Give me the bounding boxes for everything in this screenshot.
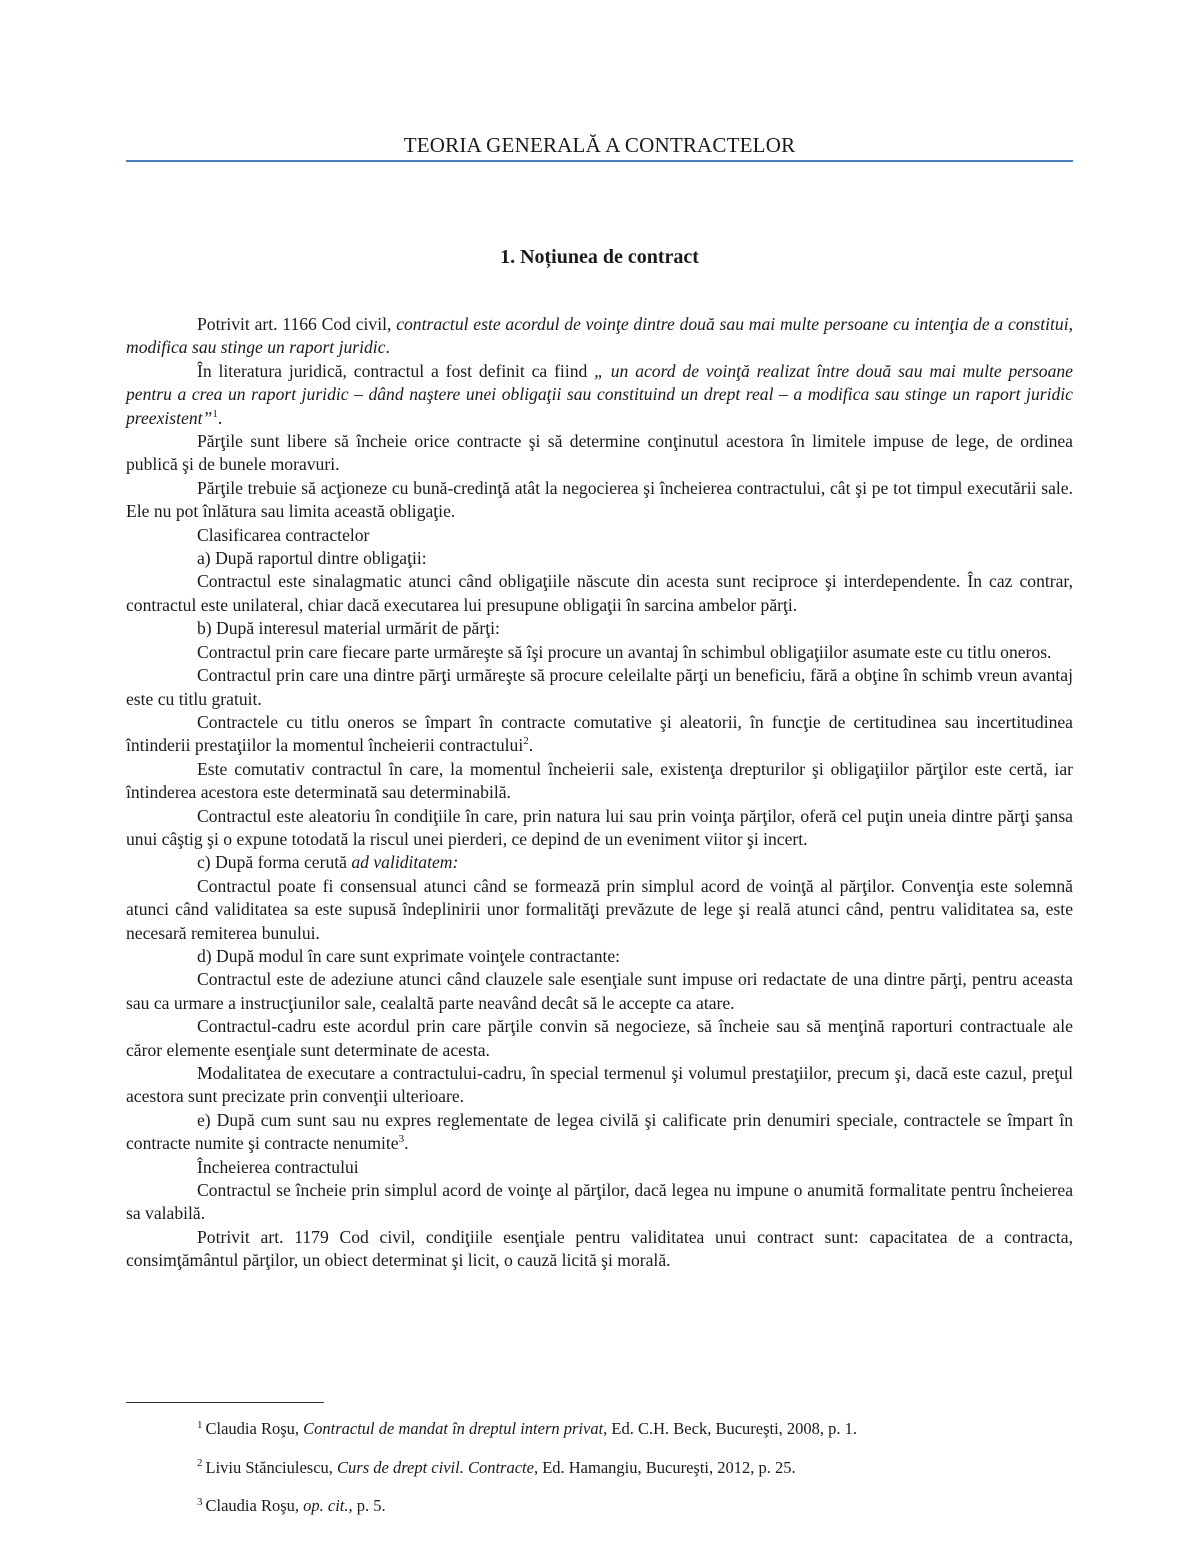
text-run: e) După cum sunt sau nu expres reglementate de legea civilă şi calificate prin denumiri speciale, contractele se împart în contracte numite şi contracte nenumite	[126, 1109, 1073, 1154]
italic-text: op. cit.,	[303, 1496, 353, 1515]
paragraph	[126, 1226, 1073, 1273]
footnote-number: 1	[197, 1418, 203, 1431]
paragraph	[126, 313, 1073, 360]
text-run: c) După forma cerută	[197, 852, 352, 873]
paragraph	[126, 805, 1073, 852]
text-run: , Ed. Hamangiu, Bucureşti, 2012, p. 25.	[533, 1457, 796, 1477]
text-run: .	[385, 337, 390, 358]
footnote	[126, 1457, 1073, 1479]
italic-text: „ un acord de voinţă realizat între două sau mai multe persoane pentru a crea un raport juridic – dând naştere unei obligaţii sau constituind un drept real – a modifica sau stinge un raport juridic preexistent”	[126, 360, 1073, 428]
text-run: Contractul se încheie prin simplul acord de voinţe al părţilor, dacă legea nu impune o anumită formalitate pentru încheierea sa valabilă.	[126, 1180, 1073, 1224]
text-run: Contractul prin care fiecare parte urmăreşte să îşi procure un avantaj în schimbul obligaţiilor asumate este cu titlu oneros.	[197, 641, 1052, 662]
paragraph	[126, 547, 1073, 570]
text-run: Claudia Roşu,	[205, 1496, 304, 1515]
paragraph	[126, 617, 1073, 640]
footnote-number: 3	[197, 1495, 203, 1508]
text-run: Modalitatea de executare a contractului-cadru, în special termenul şi volumul prestaţiilor, precum şi, dacă este cazul, preţul acestora sunt precizate prin convenţii ulterioare.	[126, 1063, 1073, 1107]
paragraph	[126, 524, 1073, 547]
paragraph	[126, 1156, 1073, 1179]
text-run: d) După modul în care sunt exprimate voinţele contractante:	[197, 945, 621, 966]
text-run: .	[404, 1133, 409, 1154]
paragraph	[126, 664, 1073, 711]
italic-text: contractul este acordul de voinţe dintre două sau mai multe persoane cu intenţia de a constitui, modifica sau stinge un raport juridic	[126, 314, 1073, 358]
footnote	[126, 1418, 1073, 1440]
paragraph	[126, 641, 1073, 664]
footnote-reference: 1	[212, 407, 218, 420]
text-run: .	[217, 407, 223, 428]
section-heading: 1. Noțiunea de contract	[500, 246, 699, 268]
paragraph	[126, 360, 1073, 430]
footnote	[126, 1495, 1073, 1517]
text-run: Părţile trebuie să acţioneze cu bună-credinţă atât la negocierea şi încheierea contractului, cât şi pe tot timpul executării sale. Ele nu pot înlătura sau limita această obligaţie.	[126, 477, 1073, 522]
paragraph	[126, 570, 1073, 617]
text-run: a) După raportul dintre obligaţii:	[197, 548, 427, 569]
paragraph	[126, 851, 1073, 874]
text-run: Potrivit art. 1166 Cod civil,	[197, 314, 397, 334]
italic-text: Contractul de mandat în dreptul intern privat	[303, 1419, 604, 1438]
paragraph	[126, 968, 1073, 1015]
text-run: b) După interesul material urmărit de părţi:	[197, 618, 500, 639]
text-run: Liviu Stănciulescu,	[205, 1457, 338, 1477]
paragraph	[126, 875, 1073, 945]
document-title: TEORIA GENERALĂ A CONTRACTELOR	[403, 133, 796, 157]
italic-text: ad validitatem:	[351, 852, 459, 873]
text-run: Clasificarea contractelor	[197, 524, 370, 545]
footnote-separator	[126, 1402, 324, 1403]
text-run: Părţile sunt libere să încheie orice contracte şi să determine conţinutul acestora în limitele impuse de lege, de ordinea publică şi de bunele moravuri.	[126, 431, 1073, 475]
title-underline	[126, 160, 1073, 162]
footnote-number: 2	[197, 1457, 203, 1469]
paragraph	[126, 430, 1073, 477]
text-run: Contractele cu titlu oneros se împart în contracte comutative şi aleatorii, în funcţie de certitudinea sau incertitudinea întinderii prestaţiilor la momentul încheierii contractului	[126, 711, 1073, 756]
text-run: Contractul poate fi consensual atunci când se formează prin simplul acord de voinţă al părţilor. Convenţia este solemnă atunci când validitatea sa este supusă îndeplinirii unor formalităţi prevăzute de lege şi reală atunci când, pentru validitatea sa, este necesară remiterea bunului.	[126, 875, 1073, 943]
paragraph	[126, 1062, 1073, 1109]
paragraph	[126, 477, 1073, 524]
text-run: Contractul este de adeziune atunci când clauzele sale esenţiale sunt impuse ori redactate de una dintre părţi, pentru aceasta sau ca urmare a instrucţiunilor sale, cealaltă parte neavând decât să le accepte ca atare.	[126, 969, 1073, 1013]
text-run: Claudia Roşu,	[205, 1419, 304, 1438]
text-run: În literatura juridică, contractul a fost definit ca fiind	[197, 360, 595, 381]
text-run: Contractul-cadru este acordul prin care părţile convin să negocieze, să încheie sau să menţină raporturi contractuale ale căror elemente esenţiale sunt determinate de acesta.	[126, 1016, 1073, 1060]
text-run: , Ed. C.H. Beck, Bucureşti, 2008, p. 1.	[603, 1419, 858, 1438]
footnote-reference: 2	[523, 735, 529, 748]
paragraph	[126, 711, 1073, 758]
text-run: .	[528, 735, 534, 756]
footnotes	[126, 1418, 1073, 1534]
paragraph	[126, 758, 1073, 805]
body-text	[126, 313, 1073, 1273]
text-run: Contractul este sinalagmatic atunci când obligaţiile născute din acesta sunt reciproce şi interdependente. În caz contrar, contractul este unilateral, chiar dacă executarea lui presupune obligaţii în sarcina ambelor părţi.	[126, 571, 1073, 615]
paragraph	[126, 1109, 1073, 1156]
text-run: Este comutativ contractul în care, la momentul încheierii sale, existenţa drepturilor şi obligaţiilor părţilor este certă, iar întinderea acestora este determinată sau determinabilă.	[126, 758, 1073, 803]
paragraph	[126, 1179, 1073, 1226]
footnote-reference: 3	[398, 1133, 405, 1146]
text-run: Potrivit art. 1179 Cod civil, condiţiile esenţiale pentru validitatea unui contract sunt: capacitatea de a contracta, consimţământul părţilor, un obiect determinat şi licit, o cauză licită şi morală.	[126, 1226, 1073, 1271]
text-run: Încheierea contractului	[197, 1156, 359, 1177]
italic-text: Curs de drept civil. Contracte	[337, 1457, 534, 1477]
text-run: p. 5.	[352, 1496, 386, 1515]
paragraph	[126, 945, 1073, 968]
text-run: Contractul este aleatoriu în condiţiile în care, prin natura lui sau prin voinţa părţilor, oferă cel puţin uneia dintre părţi şansa unui câştig şi o expune totodată la riscul unei pierderi, ce depind de un eveniment viitor şi incert.	[126, 805, 1073, 849]
paragraph	[126, 1015, 1073, 1062]
text-run: Contractul prin care una dintre părţi urmăreşte să procure celeilalte părţi un beneficiu, fără a obţine în schimb vreun avantaj este cu titlu gratuit.	[126, 665, 1073, 709]
